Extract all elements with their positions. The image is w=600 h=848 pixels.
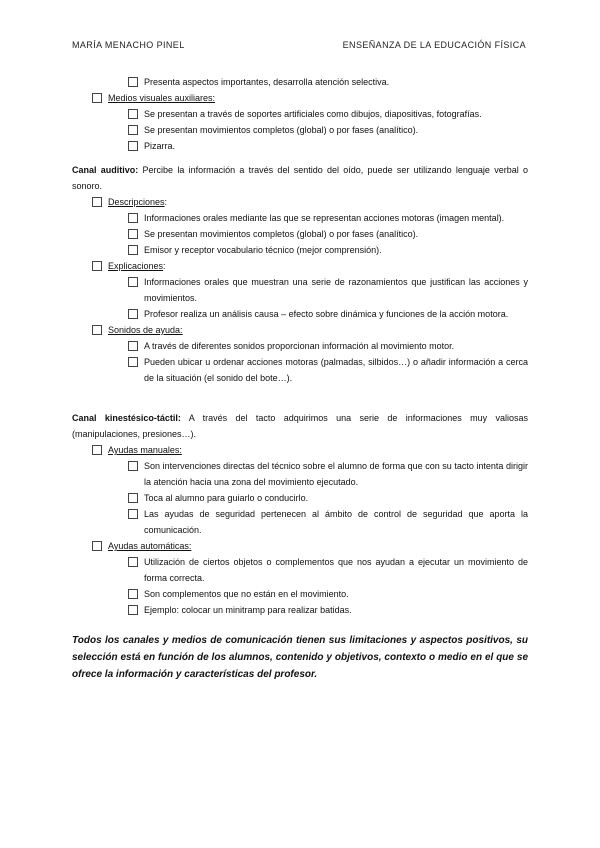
list-item-text: Informaciones orales mediante las que se representan acciones motoras (imagen mental).: [144, 213, 505, 223]
list-item: [72, 74, 528, 90]
checkbox-icon: [128, 309, 138, 319]
list-item: [72, 122, 528, 138]
checkbox-icon: [128, 341, 138, 351]
checkbox-icon: [128, 605, 138, 615]
list-item-text: Utilización de ciertos objetos o complementos que nos ayudan a ejecutar un movimiento de forma correcta.: [144, 557, 528, 583]
checkbox-icon: [92, 197, 102, 207]
section-title: Explicaciones: [108, 261, 164, 271]
section-title: Ayudas manuales:: [108, 445, 182, 455]
checkbox-icon: [128, 461, 138, 471]
list-item-text: Emisor y receptor vocabulario técnico (mejor comprensión).: [144, 245, 382, 255]
section-title: Sonidos de ayuda:: [108, 325, 183, 335]
channel-label: Canal kinestésico-táctil:: [72, 413, 181, 423]
checkbox-icon: [92, 93, 102, 103]
checkbox-icon: [128, 589, 138, 599]
list-item-text: Son intervenciones directas del técnico sobre el alumno de forma que con su tacto intenta dirigir la atención hacia una zona del movimiento ejecutado.: [144, 461, 528, 487]
document-body: [72, 74, 528, 683]
list-item-text: Son complementos que no están en el movimiento.: [144, 589, 349, 599]
list-item: [72, 242, 528, 258]
list-item: [72, 338, 528, 354]
checkbox-icon: [128, 357, 138, 367]
list-item-text: Informaciones orales que muestran una serie de razonamientos que justifican las acciones y movimientos.: [144, 277, 528, 303]
checkbox-icon: [128, 125, 138, 135]
header-course: ENSEÑANZA DE LA EDUCACIÓN FÍSICA: [342, 40, 526, 50]
list-item-text: Ejemplo: colocar un minitramp para realizar batidas.: [144, 605, 352, 615]
list-item: [72, 602, 528, 618]
section-title: Ayudas automáticas:: [108, 541, 192, 551]
channel-description: A través del tacto adquirimos una serie de informaciones muy valiosas (manipulaciones, presiones…).: [72, 413, 528, 439]
checkbox-icon: [92, 325, 102, 335]
list-item-text: Pizarra.: [144, 141, 176, 151]
channel-description: Percibe la información a través del sentido del oído, puede ser utilizando lenguaje verbal o sonoro.: [72, 165, 528, 191]
list-item: [72, 554, 528, 586]
section-heading: [72, 90, 528, 106]
list-item: [72, 226, 528, 242]
section-heading: [72, 538, 528, 554]
channel-kinestesico-intro: [72, 410, 528, 442]
list-item-text: Profesor realiza un análisis causa – efecto sobre dinámica y funciones de la acción motora.: [144, 309, 509, 319]
section-heading: Explicaciones:: [72, 258, 528, 274]
list-item: [72, 306, 528, 322]
checkbox-icon: [92, 261, 102, 271]
checkbox-icon: [128, 213, 138, 223]
list-item-text: Pueden ubicar u ordenar acciones motoras (palmadas, silbidos…) o añadir información a cerca de la situación (el sonido del bote…).: [144, 357, 528, 383]
list-item-text: Se presentan a través de soportes artificiales como dibujos, diapositivas, fotografías.: [144, 109, 482, 119]
list-item-text: A través de diferentes sonidos proporcionan información al movimiento motor.: [144, 341, 455, 351]
list-item-text: Se presentan movimientos completos (global) o por fases (analítico).: [144, 229, 419, 239]
checkbox-icon: [128, 245, 138, 255]
list-item: [72, 274, 528, 306]
list-item: [72, 490, 528, 506]
checkbox-icon: [128, 509, 138, 519]
section-title: Medios visuales auxiliares:: [108, 93, 216, 103]
checkbox-icon: [128, 277, 138, 287]
checkbox-icon: [128, 141, 138, 151]
section-heading: [72, 322, 528, 338]
checkbox-icon: [128, 493, 138, 503]
header-author: MARÍA MENACHO PINEL: [72, 40, 185, 50]
section-heading: Descripciones:: [72, 194, 528, 210]
list-item: [72, 458, 528, 490]
channel-auditivo-intro: [72, 162, 528, 194]
list-item: [72, 210, 528, 226]
checkbox-icon: [128, 77, 138, 87]
conclusion-paragraph: Todos los canales y medios de comunicación tienen sus limitaciones y aspectos positivos, su selección está en función de los alumnos, contenido y objetivos, contexto o medio en el que se ofrece la información y características del profesor.: [72, 635, 528, 680]
list-item-text: Toca al alumno para guiarlo o conducirlo.: [144, 493, 309, 503]
list-item-text: Se presentan movimientos completos (global) o por fases (analítico).: [144, 125, 419, 135]
checkbox-icon: [92, 445, 102, 455]
checkbox-icon: [128, 557, 138, 567]
channel-label: Canal auditivo:: [72, 165, 139, 175]
section-heading: [72, 442, 528, 458]
list-item: [72, 138, 528, 154]
list-item-text: Las ayudas de seguridad pertenecen al ámbito de control de seguridad que aporta la comunicación.: [144, 509, 528, 535]
checkbox-icon: [92, 541, 102, 551]
section-title: Descripciones: [108, 197, 165, 207]
list-item: [72, 506, 528, 538]
checkbox-icon: [128, 229, 138, 239]
list-item-text: Presenta aspectos importantes, desarrolla atención selectiva.: [144, 77, 390, 87]
list-item: [72, 106, 528, 122]
list-item: [72, 586, 528, 602]
checkbox-icon: [128, 109, 138, 119]
list-item: [72, 354, 528, 386]
